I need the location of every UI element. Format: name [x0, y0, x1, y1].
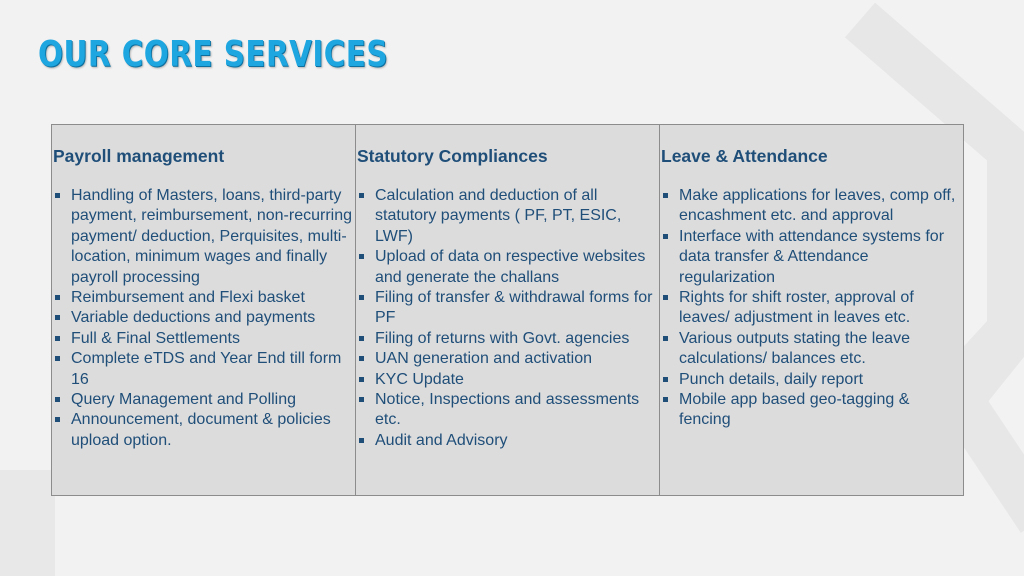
square-bullet-icon [663, 377, 668, 382]
square-bullet-icon [359, 336, 364, 341]
column-leave-attendance [660, 125, 963, 495]
column-statutory-compliances [356, 125, 660, 495]
list-item [357, 349, 659, 369]
list-item [357, 247, 659, 288]
list-item [357, 329, 659, 349]
square-bullet-icon [55, 295, 60, 300]
list-item-text: Notice, Inspections and assessments etc. [375, 391, 640, 429]
square-bullet-icon [663, 193, 668, 198]
list-item-text: Handling of Masters, loans, third-party payment, reimbursement, non-recurring payment/ deduction, Perquisites, multi-location, minimum wages and finally payroll processing [71, 187, 353, 286]
square-bullet-icon [55, 417, 60, 422]
square-bullet-icon [359, 295, 364, 300]
list-item-text: Complete eTDS and Year End till form 16 [71, 350, 342, 388]
list-item-text: Mobile app based geo-tagging & fencing [679, 391, 910, 429]
list-item [53, 390, 355, 410]
list-item [53, 349, 355, 390]
column-heading: Statutory Compliances [357, 146, 548, 166]
list-item [357, 431, 659, 451]
list-item [357, 186, 659, 247]
square-bullet-icon [55, 397, 60, 402]
list-item [661, 186, 963, 227]
list-item [661, 227, 963, 288]
square-bullet-icon [663, 234, 668, 239]
list-item [357, 390, 659, 431]
list-item [53, 410, 355, 451]
column-heading: Payroll management [53, 146, 225, 166]
column-payroll-management [52, 125, 356, 495]
list-item-text: Interface with attendance systems for data transfer & Attendance regularization [679, 227, 945, 286]
square-bullet-icon [359, 377, 364, 382]
list-item [53, 186, 355, 288]
list-item-text: Upload of data on respective websites and generate the challans [375, 248, 646, 286]
square-bullet-icon [359, 397, 364, 402]
list-item-text: Punch details, daily report [679, 370, 864, 388]
list-item [53, 308, 355, 328]
square-bullet-icon [663, 397, 668, 402]
square-bullet-icon [663, 295, 668, 300]
square-bullet-icon [55, 315, 60, 320]
square-bullet-icon [359, 254, 364, 259]
square-bullet-icon [663, 336, 668, 341]
list-item [53, 329, 355, 349]
list-item [661, 329, 963, 370]
square-bullet-icon [55, 356, 60, 361]
list-item [661, 370, 963, 390]
service-list [357, 186, 659, 451]
square-bullet-icon [55, 193, 60, 198]
list-item-text: Audit and Advisory [375, 431, 508, 449]
service-list [53, 186, 355, 451]
list-item-text: Announcement, document & policies upload option. [71, 411, 331, 449]
list-item-text: KYC Update [375, 370, 464, 388]
square-bullet-icon [55, 336, 60, 341]
square-bullet-icon [359, 356, 364, 361]
page-title: OUR CORE SERVICES [38, 34, 389, 75]
list-item-text: Various outputs stating the leave calculations/ balances etc. [679, 329, 910, 368]
list-item [53, 288, 355, 308]
list-item-text: Filing of returns with Govt. agencies [375, 329, 630, 347]
list-item [357, 288, 659, 329]
list-item [357, 370, 659, 390]
square-bullet-icon [359, 438, 364, 443]
services-table [51, 124, 964, 496]
list-item [661, 288, 963, 329]
list-item-text: Full & Final Settlements [71, 329, 240, 347]
list-item-text: Reimbursement and Flexi basket [71, 289, 305, 307]
list-item [661, 390, 963, 431]
list-item-text: Filing of transfer & withdrawal forms for PF [375, 289, 653, 327]
square-bullet-icon [359, 193, 364, 198]
list-item-text: UAN generation and activation [375, 350, 593, 368]
service-list [661, 186, 963, 431]
list-item-text: Variable deductions and payments [71, 309, 316, 327]
list-item-text: Calculation and deduction of all statutory payments ( PF, PT, ESIC, LWF) [375, 187, 622, 245]
list-item-text: Query Management and Polling [71, 391, 297, 409]
column-heading: Leave & Attendance [661, 146, 828, 166]
list-item-text: Make applications for leaves, comp off, encashment etc. and approval [679, 187, 956, 225]
list-item-text: Rights for shift roster, approval of leaves/ adjustment in leaves etc. [679, 289, 914, 327]
